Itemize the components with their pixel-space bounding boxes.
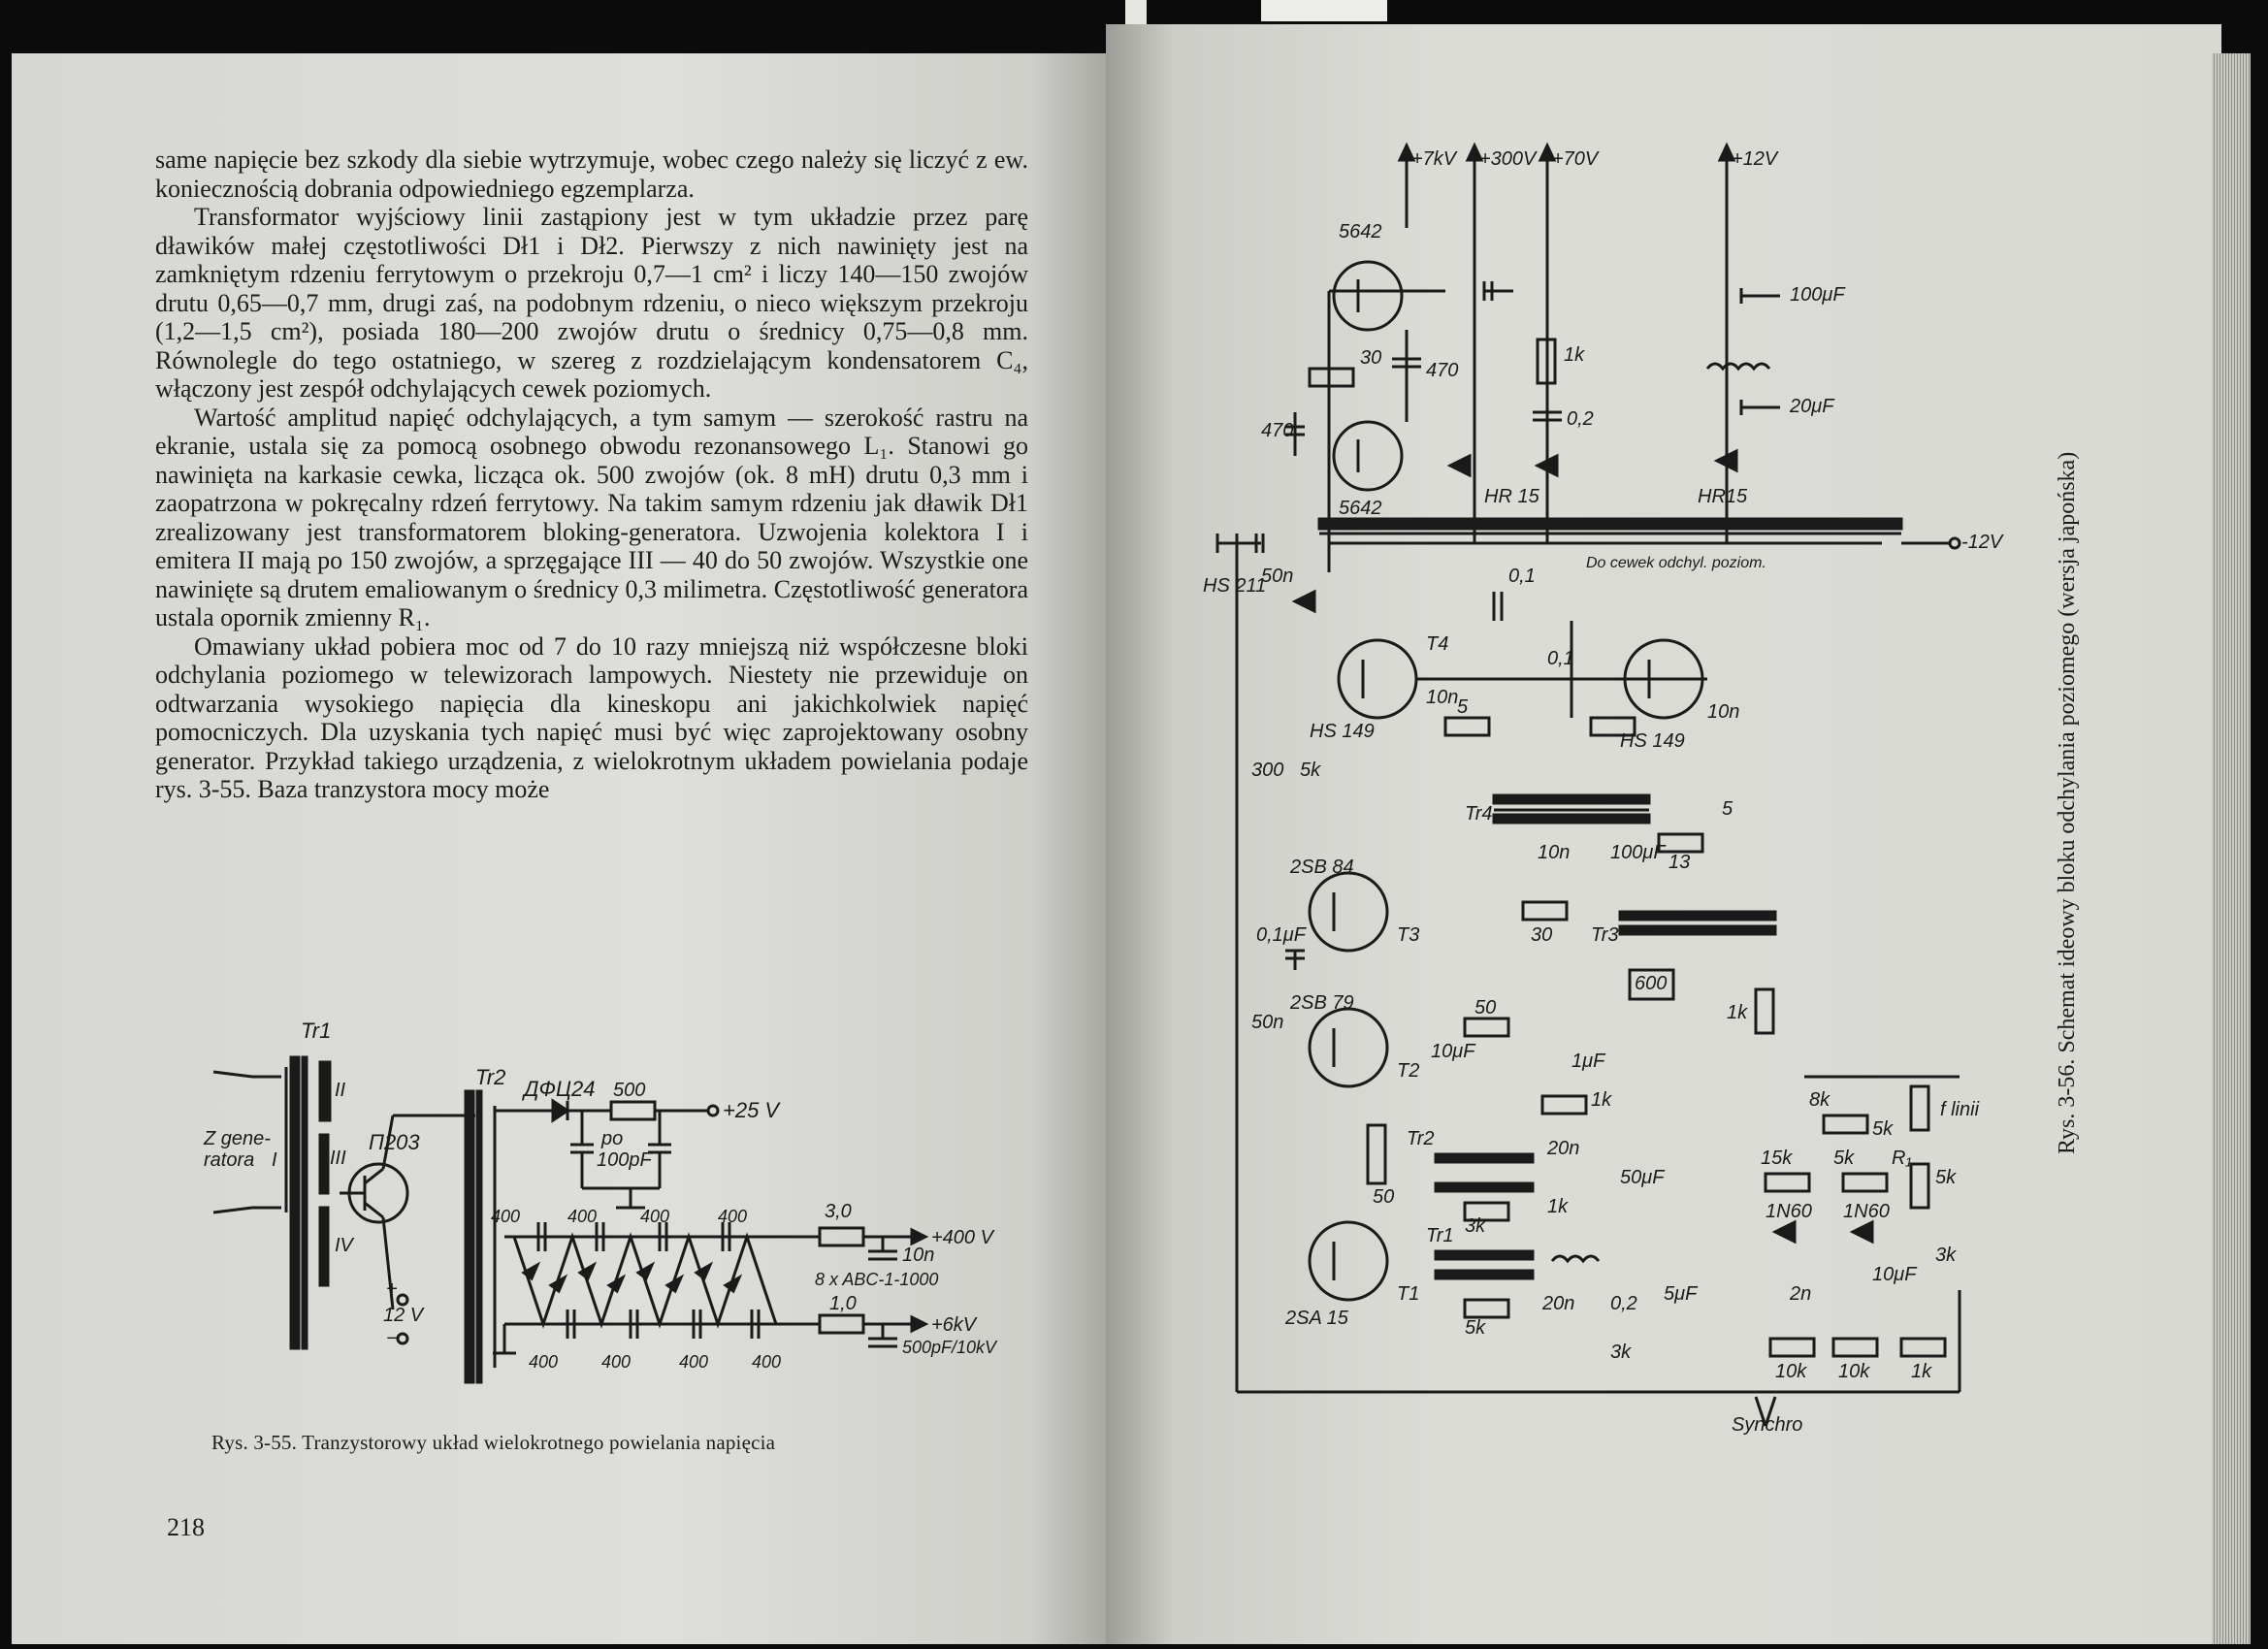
hr15b-label: HR15 bbox=[1698, 486, 1748, 507]
minus-label: − bbox=[386, 1328, 398, 1349]
r10ka-label: 10k bbox=[1775, 1361, 1807, 1382]
t2-label: T2 bbox=[1397, 1060, 1420, 1082]
c20nb-label: 20n bbox=[1542, 1293, 1575, 1314]
v6k-label: +6kV bbox=[931, 1314, 977, 1336]
figure-caption: Rys. 3-55. Tranzystorowy układ wielokrotnego powielania napięcia bbox=[211, 1431, 776, 1454]
t1-label: T1 bbox=[1397, 1283, 1420, 1305]
figure-3-56-schematic bbox=[1203, 136, 2027, 1436]
r3kb-label: 3k bbox=[1610, 1342, 1632, 1363]
v12-label: 12 V bbox=[383, 1305, 424, 1326]
synchro-label: Synchro bbox=[1732, 1414, 1803, 1436]
r8k-label: 8k bbox=[1809, 1089, 1831, 1111]
r1k-label: 1k bbox=[1564, 344, 1585, 366]
tr1-label: Tr1 bbox=[301, 1018, 332, 1043]
v70-label: +70V bbox=[1552, 148, 1599, 170]
hs149b-label: HS 149 bbox=[1620, 730, 1685, 752]
t2sb79-label: 2SB 79 bbox=[1290, 992, 1354, 1014]
figure-3-55-schematic bbox=[184, 1018, 1038, 1426]
r1-label: R₁ bbox=[1892, 1148, 1912, 1169]
c50u-label: 50μF bbox=[1620, 1167, 1665, 1188]
r5kd-label: 5k bbox=[1935, 1167, 1957, 1188]
t5642a-label: 5642 bbox=[1339, 221, 1382, 242]
p203-label: П203 bbox=[369, 1130, 420, 1154]
r1kc-label: 1k bbox=[1727, 1002, 1748, 1023]
hr15a-label: HR 15 bbox=[1484, 486, 1539, 507]
body-text bbox=[155, 146, 1028, 804]
c50n-label: 50n bbox=[1261, 566, 1294, 587]
c100u-label: 100μF bbox=[1790, 284, 1845, 306]
c470-label: 470 bbox=[1426, 360, 1459, 381]
n60a-label: 1N60 bbox=[1766, 1201, 1812, 1222]
dfc-label: ДФЦ24 bbox=[524, 1077, 596, 1101]
r30-label: 3,0 bbox=[825, 1201, 852, 1222]
c470-label: 470 bbox=[1261, 420, 1294, 441]
tr2-label: Tr2 bbox=[1407, 1128, 1435, 1149]
c20u-label: 20μF bbox=[1790, 396, 1834, 417]
plus25-label: +25 V bbox=[723, 1098, 780, 1122]
paragraph: Omawiany układ pobiera moc od 7 do 10 razy mniejszą niż współczesne bloki odchylania poziomego w telewizorach lampowych. Niestety nie przewiduje on odtwarzania wysokiego napięcia dla kineskopu ani jakichkolwiek napięć pomocniczych. Dla uzyskania tych napięć musi być więc zaprojektowany osobny generator. Przykład takiego urządzenia, z wielokrotnym układem powielania podaje rys. 3-55. Baza tranzystora mocy może bbox=[155, 631, 1028, 803]
r500-label: 500 bbox=[613, 1080, 646, 1101]
po-label: po bbox=[601, 1128, 624, 1149]
page-edges bbox=[2212, 53, 2251, 1644]
flinii-label: f linii bbox=[1940, 1099, 1980, 1120]
v7k-label: +7kV bbox=[1411, 148, 1457, 170]
r5kd2-label: 5k bbox=[1465, 1317, 1486, 1339]
c50nb-label: 50n bbox=[1251, 1012, 1284, 1033]
c5u-label: 5μF bbox=[1664, 1283, 1698, 1305]
zgen1-label: Z gene- bbox=[204, 1128, 271, 1149]
tr2-label: Tr2 bbox=[475, 1065, 506, 1089]
c400-label: 400 bbox=[752, 1352, 782, 1372]
hs149a-label: HS 149 bbox=[1310, 721, 1375, 742]
figure-caption-rotated: Rys. 3-56. Schemat ideowy bloku odchylania poziomego (wersja japońska) bbox=[2055, 451, 2080, 1154]
t4-label: T4 bbox=[1426, 633, 1449, 655]
t5642b-label: 5642 bbox=[1339, 498, 1382, 519]
c10nc-label: 10n bbox=[1538, 842, 1571, 863]
zgen2-label: ratora bbox=[204, 1149, 255, 1171]
w4-label: IV bbox=[335, 1235, 353, 1256]
t2sa15-label: 2SA 15 bbox=[1285, 1308, 1348, 1329]
w1-label: I bbox=[272, 1149, 277, 1171]
c400-label: 400 bbox=[601, 1352, 632, 1372]
c400-label: 400 bbox=[567, 1207, 598, 1226]
n60b-label: 1N60 bbox=[1843, 1201, 1890, 1222]
c10n-label: 10n bbox=[902, 1245, 935, 1266]
tr3-label: Tr3 bbox=[1591, 924, 1619, 946]
page-number: 218 bbox=[167, 1513, 205, 1541]
r15k-label: 15k bbox=[1761, 1148, 1793, 1169]
c10nb-label: 10n bbox=[1707, 701, 1740, 723]
r5b-label: 5 bbox=[1722, 798, 1733, 820]
r10-label: 1,0 bbox=[829, 1293, 857, 1314]
t3-label: T3 bbox=[1397, 924, 1420, 946]
r600-label: 600 bbox=[1635, 973, 1668, 994]
c2n-label: 2n bbox=[1790, 1283, 1812, 1305]
c10u-label: 10μF bbox=[1431, 1041, 1475, 1062]
c300-label: 300 bbox=[1251, 760, 1284, 781]
c10ub-label: 10μF bbox=[1872, 1264, 1917, 1285]
c100-label: 100pF bbox=[597, 1149, 652, 1171]
c400-label: 400 bbox=[491, 1207, 521, 1226]
c400-label: 400 bbox=[529, 1352, 559, 1372]
r5k-label: 5k bbox=[1300, 760, 1321, 781]
c02-label: 0,2 bbox=[1567, 408, 1594, 430]
r5-label: 5 bbox=[1457, 696, 1469, 718]
hs211-label: HS 211 bbox=[1203, 575, 1267, 597]
r3k-label: 3k bbox=[1465, 1215, 1486, 1237]
r5kc-label: 5k bbox=[1833, 1148, 1855, 1169]
v300-label: +300V bbox=[1479, 148, 1537, 170]
v400-label: +400 V bbox=[931, 1227, 993, 1248]
r13-label: 13 bbox=[1669, 852, 1691, 873]
defl-label: Do cewek odchyl. poziom. bbox=[1586, 555, 1766, 571]
r3kc-label: 3k bbox=[1935, 1245, 1957, 1266]
r1kd-label: 1k bbox=[1547, 1196, 1569, 1217]
c20n-label: 20n bbox=[1547, 1138, 1580, 1159]
r50-label: 50 bbox=[1474, 997, 1497, 1018]
v12n-label: -12V bbox=[1961, 532, 2003, 553]
r1kb-label: 1k bbox=[1591, 1089, 1612, 1111]
tr4-label: Tr4 bbox=[1465, 803, 1493, 824]
diodes-label: 8 x ABC-1-1000 bbox=[815, 1270, 939, 1289]
c01-label: 0,1 bbox=[1508, 566, 1536, 587]
paragraph: Transformator wyjściowy linii zastąpiony jest w tym układzie przez parę dławików małej częstotliwości Dł1 i Dł2. Pierwszy z nich nawinięty jest na zamkniętym rdzeniu ferrytowym o przekroju 0,7—1 cm² i liczy 140—150 zwojów drutu 0,65—0,7 mm, drugi zaś, na podobnym rdzeniu, o nieco większym przekroju (1,2—1,5 cm²), posiada 180—200 zwojów drutu o średnicy 0,75—0,8 mm. Równolegle do tego ostatniego, w szereg z rozdzielającym kondensatorem C₄, włączony jest zespół odchylających cewek poziomych. bbox=[155, 203, 1028, 403]
r10kb-label: 10k bbox=[1838, 1361, 1870, 1382]
plus-label: + bbox=[386, 1278, 398, 1300]
c400-label: 400 bbox=[640, 1207, 670, 1226]
c10n-label: 10n bbox=[1426, 687, 1459, 708]
c400-label: 400 bbox=[718, 1207, 748, 1226]
r1ke-label: 1k bbox=[1911, 1361, 1932, 1382]
w2-label: II bbox=[335, 1080, 346, 1101]
c01u-label: 0,1μF bbox=[1256, 924, 1306, 946]
r50b-label: 50 bbox=[1373, 1186, 1395, 1208]
v12p-label: +12V bbox=[1732, 148, 1778, 170]
c02b-label: 0,2 bbox=[1610, 1293, 1637, 1314]
c1u-label: 1μF bbox=[1571, 1051, 1605, 1072]
r30b-label: 30 bbox=[1531, 924, 1553, 946]
r5kb-label: 5k bbox=[1872, 1118, 1894, 1140]
w3-label: III bbox=[330, 1148, 346, 1169]
c100ub-label: 100μF bbox=[1610, 842, 1666, 863]
paragraph: same napięcie bez szkody dla siebie wytrzymuje, wobec czego należy się liczyć z ew. koniecznością dobrania odpowiedniego egzemplarza. bbox=[155, 146, 1028, 203]
paper-strip bbox=[1261, 0, 1387, 21]
paragraph: Wartość amplitud napięć odchylających, a tym samym — szerokość rastru na ekranie, ustala się za pomocą osobnego obwodu rezonansowego L₁. Stanowi go nawinięta na karkasie cewka, licząca ok. 500 zwojów (ok. 8 mH) drutu 0,3 mm i zaopatrzona w pokręcalny rdzeń ferrytowy. Na takim samym rdzeniu jak dławik Dł1 zrealizowany jest transformatorem bloking-generatora. Uzwojenia kolektora I i emitera II mają po 150 zwojów, a sprzęgające III — 40 do 50 zwojów. Wszystkie one nawinięte są drutem emaliowanym o średnicy 0,3 milimetra. Częstotliwość generatora ustala opornik zmienny R₁. bbox=[155, 403, 1028, 631]
tr1-label: Tr1 bbox=[1426, 1225, 1454, 1246]
c400-label: 400 bbox=[679, 1352, 709, 1372]
c500-label: 500pF/10kV bbox=[902, 1338, 997, 1357]
c01b-label: 0,1 bbox=[1547, 648, 1574, 669]
r30-label: 30 bbox=[1360, 347, 1382, 369]
t2sb84-label: 2SB 84 bbox=[1290, 857, 1354, 878]
